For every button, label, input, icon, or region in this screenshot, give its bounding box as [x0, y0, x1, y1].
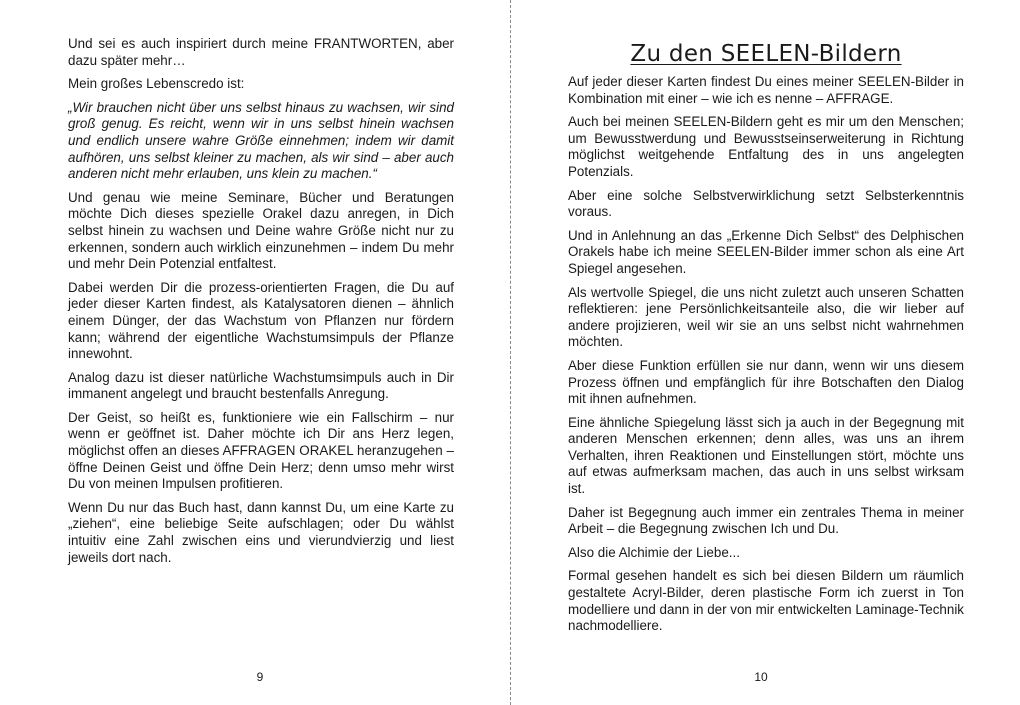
right-paragraph-3: Aber eine solche Selbstverwirklichung setzt Selbsterkenntnis voraus. — [568, 187, 964, 220]
page-title — [568, 41, 964, 67]
right-page — [511, 0, 1020, 705]
left-paragraph-4: Und genau wie meine Seminare, Bücher und Beratungen möchte Dich dieses spezielle Orakel dazu anregen, in Dich selbst hinein zu wachsen und Deine wahre Größe nicht nur zu erkennen, sondern auch wirklich einzunehmen – indem Du mehr und mehr Dein Potenzial entfaltest. — [68, 189, 454, 272]
right-page-number: 10 — [754, 670, 768, 684]
right-paragraph-1: Auf jeder dieser Karten findest Du eines meiner SEELEN-Bilder in Kombination mit einer – wie ich es nenne – AFFRAGE. — [568, 74, 964, 106]
right-paragraph-9: Also die Alchimie der Liebe... — [568, 544, 740, 560]
left-paragraph-2: Mein großes Lebenscredo ist: — [68, 76, 245, 92]
right-paragraph-4: Und in Anlehnung an das „Erkenne Dich Selbst“ des Delphischen Orakels habe ich meine SEELEN-Bilder immer schon als eine Art Spiegel angesehen. — [568, 227, 964, 276]
left-paragraph-7: Der Geist, so heißt es, funktioniere wie ein Fallschirm – nur wenn er geöffnet ist. Daher möchte ich Dir ans Herz legen, möglichst offen an dieses AFFRAGEN ORAKEL heranzugehen – öffne Deinen Geist und öffne Dein Herz; denn umso mehr wirst Du von meinen Impulsen profitieren. — [68, 409, 454, 492]
right-paragraph-10: Formal gesehen handelt es sich bei diesen Bildern um räumlich gestaltete Acryl-Bilder, deren plastische Form ich zuerst in Ton modelliere und dann in der von mir entwickelten Laminage-Technik nachmodelliere. — [568, 568, 964, 634]
right-paragraph-5: Als wertvolle Spiegel, die uns nicht zuletzt auch unseren Schatten reflektieren: jene Persönlichkeitsanteile also, die wir lieber auf andere projizieren, weil wir sie an uns selbst nicht wahrnehmen möchten. — [568, 284, 964, 350]
right-paragraph-8: Daher ist Begegnung auch immer ein zentrales Thema in meiner Arbeit – die Begegnung zwischen Ich und Du. — [568, 504, 964, 537]
right-paragraph-6: Aber diese Funktion erfüllen sie nur dann, wenn wir uns diesem Prozess öffnen und empfänglich für ihre Botschaften den Dialog mit ihnen aufnehmen. — [568, 357, 964, 407]
left-paragraph-6: Analog dazu ist dieser natürliche Wachstumsimpuls auch in Dir immanent angelegt und braucht bestenfalls Anregung. — [68, 369, 454, 402]
left-quote: „Wir brauchen nicht über uns selbst hinaus zu wachsen, wir sind groß genug. Es reicht, wenn wir in uns selbst hinein wachsen und endlich unsere wahre Größe einnehmen; indem wir damit aufhören, uns selbst kleiner zu machen, als wir sind – aber auch anderen nicht mehr erlauben, uns klein zu machen.“ — [68, 99, 454, 182]
left-paragraph-5: Dabei werden Dir die prozess-orientierten Fragen, die Du auf jeder dieser Karten findest, als Katalysatoren dienen – ähnlich einem Dünger, der das Wachstum von Pflanzen nur fördern kann; während der eigentliche Wachstumsimpuls der Pflanze innewohnt. — [68, 279, 454, 362]
left-paragraph-8: Wenn Du nur das Buch hast, dann kannst Du, um eine Karte zu „ziehen“, eine beliebige Seite aufschlagen; oder Du wählst intuitiv eine Zahl zwischen eins und vierundvierzig und liest jeweils dort nach. — [68, 499, 454, 565]
right-paragraph-7: Eine ähnliche Spiegelung lässt sich ja auch in der Begegnung mit anderen Menschen erkennen; denn alles, was uns an ihrem Verhalten, ihren Reaktionen und Einstellungen stört, möchte uns auf etwas aufmerksam machen, das auch in uns selbst wirksam ist. — [568, 414, 964, 497]
right-paragraph-2: Auch bei meinen SEELEN-Bildern geht es mir um den Menschen; um Bewusstwerdung und Bewusstseinserweiterung in Richtung möglichst weitgehende Entfaltung des in uns angelegten Potenzials. — [568, 114, 964, 179]
left-paragraph-1: Und sei es auch inspiriert durch meine FRANTWORTEN, aber dazu später mehr… — [68, 36, 454, 68]
left-page-number: 9 — [256, 670, 264, 684]
page-title-text: Zu den SEELEN-Bildern — [630, 41, 902, 67]
